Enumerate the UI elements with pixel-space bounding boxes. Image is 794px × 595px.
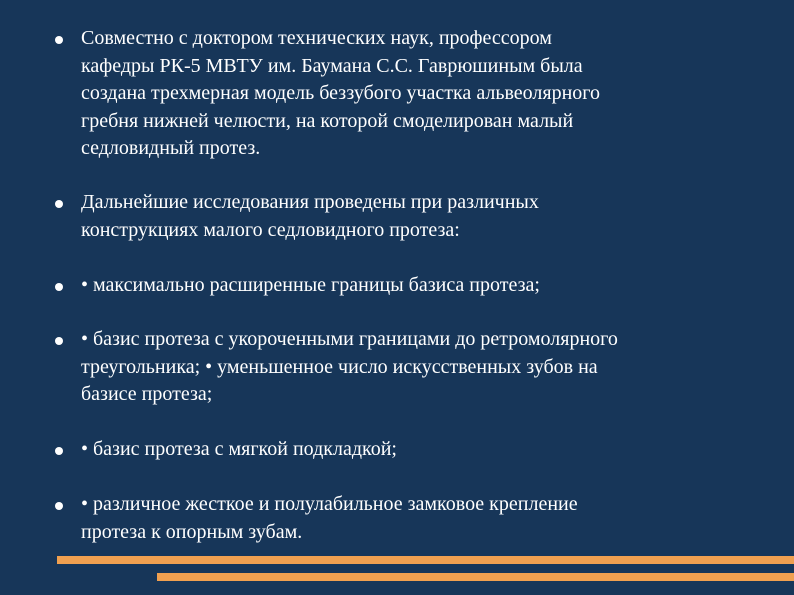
bullet-text: • различное жесткое и полулабильное замковое крепление протеза к опорным зубам. [81,493,578,543]
bullet-dot-icon [55,200,63,208]
bullet-text: • максимально расширенные границы базиса протеза; [81,274,540,296]
accent-stripe-top [57,556,794,564]
bullet-text: Дальнейшие исследования проведены при различных конструкциях малого седловидного протеза: [81,191,539,241]
bullet-text: • базис протеза с укороченными границами до ретромолярного треугольника; • уменьшенное число искусственных зубов на базисе протеза; [81,328,618,405]
bullet-text: • базис протеза с мягкой подкладкой; [81,438,397,460]
bullet-dot-icon [55,337,63,345]
bullet-dot-icon [55,36,63,44]
accent-stripe-bottom [157,573,794,581]
bullet-dot-icon [55,502,63,510]
bullet-dot-icon [55,447,63,455]
bullet-dot-icon [55,283,63,291]
bullet-text: Совместно с доктором технических наук, профессором кафедры РК-5 МВТУ им. Баумана С.С. Гаврюшиным была создана трехмерная модель беззубого участка альвеолярного гребня нижней челюсти, на которой смоделирован малый седловидный протез. [81,27,600,159]
